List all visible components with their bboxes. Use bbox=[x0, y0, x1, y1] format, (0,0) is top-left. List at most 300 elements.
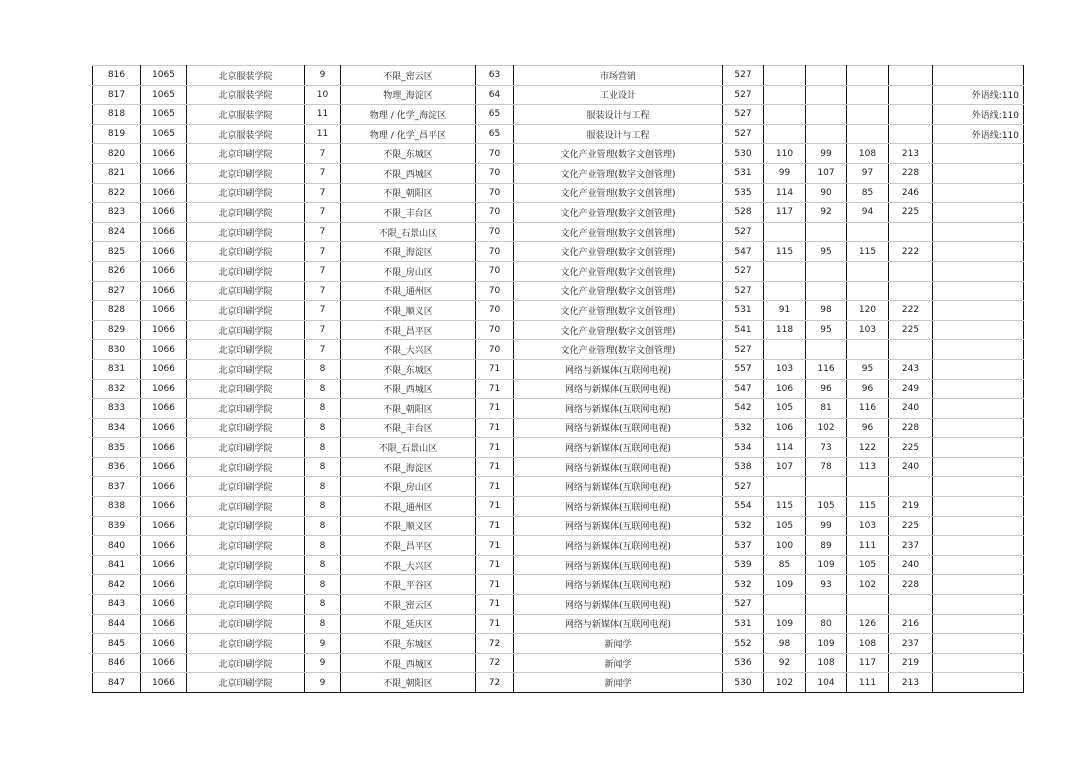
cell-note bbox=[933, 301, 1024, 321]
cell-score-english: 108 bbox=[847, 144, 889, 164]
table-row bbox=[93, 301, 1024, 321]
cell-major-name: 文化产业管理(数字文创管理) bbox=[514, 261, 723, 281]
cell-subject-district: 不限_海淀区 bbox=[341, 457, 476, 477]
cell-school-code: 1066 bbox=[141, 497, 187, 517]
cell-score-english: 94 bbox=[847, 203, 889, 223]
cell-score-english bbox=[847, 595, 889, 615]
cell-score-math: 99 bbox=[806, 516, 847, 536]
cell-min-score: 531 bbox=[723, 614, 764, 634]
cell-row-number: 823 bbox=[93, 203, 141, 223]
cell-school-code: 1066 bbox=[141, 614, 187, 634]
cell-min-score: 527 bbox=[723, 66, 764, 86]
table-row bbox=[93, 399, 1024, 419]
table-row bbox=[93, 281, 1024, 301]
cell-min-score: 532 bbox=[723, 418, 764, 438]
table-row bbox=[93, 359, 1024, 379]
cell-score-chinese: 109 bbox=[764, 614, 806, 634]
cell-group-number: 7 bbox=[305, 144, 341, 164]
cell-score-english: 85 bbox=[847, 183, 889, 203]
cell-score-combined: 222 bbox=[889, 301, 933, 321]
cell-school-code: 1066 bbox=[141, 555, 187, 575]
cell-score-english bbox=[847, 66, 889, 86]
cell-min-score: 531 bbox=[723, 301, 764, 321]
cell-school-name: 北京服装学院 bbox=[187, 66, 305, 86]
cell-major-code: 71 bbox=[476, 595, 514, 615]
cell-major-name: 新闻学 bbox=[514, 673, 723, 693]
cell-subject-district: 不限_丰台区 bbox=[341, 418, 476, 438]
cell-min-score: 557 bbox=[723, 359, 764, 379]
cell-score-math: 92 bbox=[806, 203, 847, 223]
cell-school-name: 北京印刷学院 bbox=[187, 261, 305, 281]
cell-note bbox=[933, 183, 1024, 203]
cell-major-code: 70 bbox=[476, 340, 514, 360]
cell-note bbox=[933, 163, 1024, 183]
cell-school-code: 1066 bbox=[141, 242, 187, 262]
cell-group-number: 7 bbox=[305, 281, 341, 301]
cell-subject-district: 不限_房山区 bbox=[341, 261, 476, 281]
cell-major-name: 文化产业管理(数字文创管理) bbox=[514, 340, 723, 360]
table-row bbox=[93, 261, 1024, 281]
cell-row-number: 829 bbox=[93, 320, 141, 340]
cell-row-number: 827 bbox=[93, 281, 141, 301]
cell-row-number: 841 bbox=[93, 555, 141, 575]
cell-school-code: 1065 bbox=[141, 124, 187, 144]
cell-major-name: 网络与新媒体(互联网电视) bbox=[514, 438, 723, 458]
cell-note bbox=[933, 379, 1024, 399]
cell-score-english bbox=[847, 222, 889, 242]
table-row bbox=[93, 242, 1024, 262]
cell-score-english: 126 bbox=[847, 614, 889, 634]
cell-min-score: 527 bbox=[723, 595, 764, 615]
cell-major-name: 新闻学 bbox=[514, 634, 723, 654]
cell-score-english: 103 bbox=[847, 320, 889, 340]
cell-score-chinese: 107 bbox=[764, 457, 806, 477]
cell-row-number: 832 bbox=[93, 379, 141, 399]
cell-score-combined: 240 bbox=[889, 457, 933, 477]
cell-score-english: 97 bbox=[847, 163, 889, 183]
cell-school-name: 北京印刷学院 bbox=[187, 497, 305, 517]
cell-score-chinese bbox=[764, 340, 806, 360]
cell-school-name: 北京服装学院 bbox=[187, 105, 305, 125]
table-row bbox=[93, 457, 1024, 477]
cell-score-math: 95 bbox=[806, 320, 847, 340]
cell-note bbox=[933, 320, 1024, 340]
cell-score-math: 81 bbox=[806, 399, 847, 419]
cell-min-score: 527 bbox=[723, 222, 764, 242]
cell-score-chinese bbox=[764, 281, 806, 301]
cell-major-name: 网络与新媒体(互联网电视) bbox=[514, 595, 723, 615]
cell-school-code: 1066 bbox=[141, 438, 187, 458]
cell-score-chinese bbox=[764, 595, 806, 615]
cell-score-combined: 222 bbox=[889, 242, 933, 262]
cell-score-english: 111 bbox=[847, 536, 889, 556]
cell-row-number: 831 bbox=[93, 359, 141, 379]
cell-row-number: 818 bbox=[93, 105, 141, 125]
table-row bbox=[93, 497, 1024, 517]
cell-score-combined: 243 bbox=[889, 359, 933, 379]
table-row bbox=[93, 183, 1024, 203]
cell-school-code: 1066 bbox=[141, 340, 187, 360]
cell-score-english: 116 bbox=[847, 399, 889, 419]
table-row bbox=[93, 320, 1024, 340]
cell-score-chinese: 114 bbox=[764, 183, 806, 203]
cell-score-english: 122 bbox=[847, 438, 889, 458]
cell-score-combined: 225 bbox=[889, 320, 933, 340]
cell-row-number: 836 bbox=[93, 457, 141, 477]
cell-score-chinese bbox=[764, 85, 806, 105]
cell-score-math: 98 bbox=[806, 301, 847, 321]
cell-min-score: 530 bbox=[723, 673, 764, 693]
cell-score-english bbox=[847, 477, 889, 497]
table-row bbox=[93, 163, 1024, 183]
cell-subject-district: 物理 / 化学_海淀区 bbox=[341, 105, 476, 125]
cell-major-name: 文化产业管理(数字文创管理) bbox=[514, 281, 723, 301]
cell-school-name: 北京印刷学院 bbox=[187, 516, 305, 536]
cell-row-number: 847 bbox=[93, 673, 141, 693]
cell-score-english: 105 bbox=[847, 555, 889, 575]
table-row bbox=[93, 575, 1024, 595]
table-row bbox=[93, 516, 1024, 536]
cell-note bbox=[933, 614, 1024, 634]
cell-note: 外语线:110 bbox=[933, 85, 1024, 105]
cell-score-math: 108 bbox=[806, 653, 847, 673]
cell-school-name: 北京印刷学院 bbox=[187, 399, 305, 419]
cell-score-chinese: 102 bbox=[764, 673, 806, 693]
cell-school-name: 北京印刷学院 bbox=[187, 379, 305, 399]
cell-school-code: 1066 bbox=[141, 595, 187, 615]
cell-subject-district: 不限_通州区 bbox=[341, 281, 476, 301]
cell-row-number: 838 bbox=[93, 497, 141, 517]
cell-score-chinese bbox=[764, 105, 806, 125]
cell-note bbox=[933, 418, 1024, 438]
cell-score-combined: 216 bbox=[889, 614, 933, 634]
cell-score-chinese: 109 bbox=[764, 575, 806, 595]
cell-min-score: 532 bbox=[723, 516, 764, 536]
cell-note bbox=[933, 497, 1024, 517]
cell-score-english: 102 bbox=[847, 575, 889, 595]
cell-score-english: 108 bbox=[847, 634, 889, 654]
cell-major-code: 71 bbox=[476, 497, 514, 517]
cell-school-code: 1066 bbox=[141, 673, 187, 693]
cell-score-english: 120 bbox=[847, 301, 889, 321]
cell-major-code: 71 bbox=[476, 379, 514, 399]
table-body bbox=[93, 66, 1024, 693]
cell-note bbox=[933, 144, 1024, 164]
cell-score-chinese: 114 bbox=[764, 438, 806, 458]
cell-note bbox=[933, 634, 1024, 654]
cell-min-score: 537 bbox=[723, 536, 764, 556]
cell-score-chinese: 91 bbox=[764, 301, 806, 321]
table-row bbox=[93, 340, 1024, 360]
cell-group-number: 7 bbox=[305, 163, 341, 183]
cell-row-number: 816 bbox=[93, 66, 141, 86]
cell-school-name: 北京印刷学院 bbox=[187, 359, 305, 379]
cell-min-score: 528 bbox=[723, 203, 764, 223]
cell-min-score: 552 bbox=[723, 634, 764, 654]
cell-major-code: 71 bbox=[476, 457, 514, 477]
cell-score-chinese: 105 bbox=[764, 399, 806, 419]
cell-major-code: 71 bbox=[476, 477, 514, 497]
cell-score-combined: 228 bbox=[889, 163, 933, 183]
cell-major-code: 71 bbox=[476, 399, 514, 419]
cell-group-number: 9 bbox=[305, 673, 341, 693]
cell-school-code: 1066 bbox=[141, 281, 187, 301]
cell-row-number: 830 bbox=[93, 340, 141, 360]
cell-row-number: 833 bbox=[93, 399, 141, 419]
cell-row-number: 828 bbox=[93, 301, 141, 321]
cell-min-score: 535 bbox=[723, 183, 764, 203]
cell-score-combined: 213 bbox=[889, 673, 933, 693]
table-row bbox=[93, 595, 1024, 615]
cell-major-code: 65 bbox=[476, 105, 514, 125]
cell-score-chinese bbox=[764, 477, 806, 497]
cell-subject-district: 不限_昌平区 bbox=[341, 536, 476, 556]
cell-row-number: 826 bbox=[93, 261, 141, 281]
cell-score-chinese: 99 bbox=[764, 163, 806, 183]
cell-score-math: 95 bbox=[806, 242, 847, 262]
cell-major-code: 70 bbox=[476, 183, 514, 203]
cell-score-chinese bbox=[764, 124, 806, 144]
cell-score-english: 96 bbox=[847, 418, 889, 438]
cell-score-math: 109 bbox=[806, 555, 847, 575]
cell-min-score: 527 bbox=[723, 340, 764, 360]
table-row bbox=[93, 418, 1024, 438]
cell-score-math bbox=[806, 124, 847, 144]
cell-group-number: 9 bbox=[305, 634, 341, 654]
cell-major-code: 64 bbox=[476, 85, 514, 105]
table-row bbox=[93, 66, 1024, 86]
cell-major-code: 71 bbox=[476, 575, 514, 595]
cell-subject-district: 不限_密云区 bbox=[341, 595, 476, 615]
cell-row-number: 819 bbox=[93, 124, 141, 144]
table-row bbox=[93, 85, 1024, 105]
cell-row-number: 820 bbox=[93, 144, 141, 164]
cell-school-name: 北京印刷学院 bbox=[187, 320, 305, 340]
cell-subject-district: 不限_朝阳区 bbox=[341, 183, 476, 203]
cell-note bbox=[933, 438, 1024, 458]
cell-score-english: 113 bbox=[847, 457, 889, 477]
cell-score-math: 104 bbox=[806, 673, 847, 693]
cell-subject-district: 不限_石景山区 bbox=[341, 438, 476, 458]
cell-score-chinese: 106 bbox=[764, 418, 806, 438]
table-row bbox=[93, 477, 1024, 497]
cell-group-number: 11 bbox=[305, 105, 341, 125]
cell-score-math: 73 bbox=[806, 438, 847, 458]
cell-major-name: 网络与新媒体(互联网电视) bbox=[514, 536, 723, 556]
cell-score-combined bbox=[889, 477, 933, 497]
cell-major-code: 63 bbox=[476, 66, 514, 86]
cell-major-code: 70 bbox=[476, 222, 514, 242]
cell-score-math bbox=[806, 85, 847, 105]
cell-subject-district: 不限_朝阳区 bbox=[341, 673, 476, 693]
cell-score-math bbox=[806, 595, 847, 615]
cell-group-number: 7 bbox=[305, 183, 341, 203]
cell-note bbox=[933, 457, 1024, 477]
cell-note bbox=[933, 516, 1024, 536]
cell-subject-district: 不限_石景山区 bbox=[341, 222, 476, 242]
cell-major-code: 71 bbox=[476, 418, 514, 438]
cell-school-name: 北京印刷学院 bbox=[187, 536, 305, 556]
cell-school-name: 北京印刷学院 bbox=[187, 144, 305, 164]
cell-subject-district: 不限_海淀区 bbox=[341, 242, 476, 262]
cell-group-number: 8 bbox=[305, 595, 341, 615]
cell-score-combined bbox=[889, 222, 933, 242]
cell-score-combined: 237 bbox=[889, 634, 933, 654]
cell-group-number: 10 bbox=[305, 85, 341, 105]
cell-major-code: 70 bbox=[476, 320, 514, 340]
cell-score-english bbox=[847, 281, 889, 301]
cell-score-chinese: 92 bbox=[764, 653, 806, 673]
cell-group-number: 7 bbox=[305, 222, 341, 242]
cell-score-english: 103 bbox=[847, 516, 889, 536]
cell-min-score: 532 bbox=[723, 575, 764, 595]
cell-score-math: 116 bbox=[806, 359, 847, 379]
cell-row-number: 839 bbox=[93, 516, 141, 536]
cell-score-english: 115 bbox=[847, 242, 889, 262]
cell-school-name: 北京印刷学院 bbox=[187, 340, 305, 360]
cell-major-code: 71 bbox=[476, 536, 514, 556]
cell-school-code: 1066 bbox=[141, 399, 187, 419]
cell-school-name: 北京印刷学院 bbox=[187, 477, 305, 497]
cell-row-number: 846 bbox=[93, 653, 141, 673]
cell-school-code: 1066 bbox=[141, 163, 187, 183]
table-row bbox=[93, 536, 1024, 556]
cell-major-name: 网络与新媒体(互联网电视) bbox=[514, 457, 723, 477]
cell-school-code: 1066 bbox=[141, 222, 187, 242]
cell-min-score: 527 bbox=[723, 124, 764, 144]
cell-group-number: 7 bbox=[305, 203, 341, 223]
cell-score-math: 89 bbox=[806, 536, 847, 556]
cell-subject-district: 不限_大兴区 bbox=[341, 340, 476, 360]
cell-school-name: 北京服装学院 bbox=[187, 124, 305, 144]
cell-major-code: 70 bbox=[476, 281, 514, 301]
cell-school-name: 北京印刷学院 bbox=[187, 653, 305, 673]
cell-min-score: 527 bbox=[723, 85, 764, 105]
cell-group-number: 7 bbox=[305, 261, 341, 281]
cell-score-english bbox=[847, 124, 889, 144]
cell-group-number: 7 bbox=[305, 340, 341, 360]
table-row bbox=[93, 144, 1024, 164]
cell-major-name: 文化产业管理(数字文创管理) bbox=[514, 320, 723, 340]
cell-min-score: 542 bbox=[723, 399, 764, 419]
cell-score-combined: 219 bbox=[889, 653, 933, 673]
cell-major-name: 网络与新媒体(互联网电视) bbox=[514, 399, 723, 419]
data-table bbox=[92, 65, 1024, 693]
cell-subject-district: 不限_房山区 bbox=[341, 477, 476, 497]
cell-subject-district: 不限_大兴区 bbox=[341, 555, 476, 575]
cell-subject-district: 不限_顺义区 bbox=[341, 301, 476, 321]
cell-subject-district: 不限_丰台区 bbox=[341, 203, 476, 223]
table-row bbox=[93, 653, 1024, 673]
table-row bbox=[93, 614, 1024, 634]
cell-score-english bbox=[847, 105, 889, 125]
cell-note: 外语线:110 bbox=[933, 124, 1024, 144]
cell-subject-district: 不限_西城区 bbox=[341, 653, 476, 673]
cell-note bbox=[933, 555, 1024, 575]
cell-min-score: 538 bbox=[723, 457, 764, 477]
table-row bbox=[93, 555, 1024, 575]
cell-major-name: 市场营销 bbox=[514, 66, 723, 86]
cell-note bbox=[933, 653, 1024, 673]
cell-score-english: 96 bbox=[847, 379, 889, 399]
cell-min-score: 539 bbox=[723, 555, 764, 575]
cell-min-score: 530 bbox=[723, 144, 764, 164]
table-row bbox=[93, 203, 1024, 223]
cell-group-number: 8 bbox=[305, 536, 341, 556]
cell-score-combined: 219 bbox=[889, 497, 933, 517]
cell-row-number: 834 bbox=[93, 418, 141, 438]
cell-score-math: 90 bbox=[806, 183, 847, 203]
cell-major-code: 72 bbox=[476, 653, 514, 673]
cell-score-chinese bbox=[764, 66, 806, 86]
cell-major-code: 71 bbox=[476, 555, 514, 575]
cell-school-code: 1066 bbox=[141, 301, 187, 321]
cell-row-number: 844 bbox=[93, 614, 141, 634]
cell-score-chinese: 118 bbox=[764, 320, 806, 340]
cell-school-code: 1066 bbox=[141, 261, 187, 281]
table-row bbox=[93, 438, 1024, 458]
cell-school-code: 1066 bbox=[141, 477, 187, 497]
cell-score-combined bbox=[889, 124, 933, 144]
cell-note bbox=[933, 242, 1024, 262]
cell-note bbox=[933, 477, 1024, 497]
cell-score-combined: 240 bbox=[889, 399, 933, 419]
cell-subject-district: 不限_平谷区 bbox=[341, 575, 476, 595]
cell-score-math: 80 bbox=[806, 614, 847, 634]
cell-major-code: 70 bbox=[476, 301, 514, 321]
cell-score-math bbox=[806, 340, 847, 360]
cell-score-combined: 225 bbox=[889, 203, 933, 223]
cell-score-chinese: 85 bbox=[764, 555, 806, 575]
cell-group-number: 8 bbox=[305, 497, 341, 517]
cell-note: 外语线:110 bbox=[933, 105, 1024, 125]
cell-note bbox=[933, 261, 1024, 281]
cell-row-number: 825 bbox=[93, 242, 141, 262]
cell-subject-district: 不限_东城区 bbox=[341, 359, 476, 379]
cell-group-number: 7 bbox=[305, 301, 341, 321]
cell-group-number: 11 bbox=[305, 124, 341, 144]
cell-school-name: 北京印刷学院 bbox=[187, 555, 305, 575]
cell-school-code: 1066 bbox=[141, 536, 187, 556]
cell-min-score: 527 bbox=[723, 261, 764, 281]
cell-score-math bbox=[806, 222, 847, 242]
cell-min-score: 541 bbox=[723, 320, 764, 340]
cell-score-combined: 213 bbox=[889, 144, 933, 164]
cell-group-number: 8 bbox=[305, 555, 341, 575]
cell-school-code: 1066 bbox=[141, 203, 187, 223]
cell-major-name: 文化产业管理(数字文创管理) bbox=[514, 183, 723, 203]
cell-group-number: 7 bbox=[305, 320, 341, 340]
cell-min-score: 527 bbox=[723, 477, 764, 497]
cell-subject-district: 不限_东城区 bbox=[341, 144, 476, 164]
cell-school-code: 1065 bbox=[141, 85, 187, 105]
cell-score-combined: 249 bbox=[889, 379, 933, 399]
cell-group-number: 8 bbox=[305, 438, 341, 458]
cell-note bbox=[933, 359, 1024, 379]
cell-group-number: 9 bbox=[305, 653, 341, 673]
cell-school-code: 1066 bbox=[141, 144, 187, 164]
cell-min-score: 531 bbox=[723, 163, 764, 183]
cell-score-combined bbox=[889, 261, 933, 281]
cell-school-name: 北京印刷学院 bbox=[187, 595, 305, 615]
table-row bbox=[93, 634, 1024, 654]
cell-score-math: 105 bbox=[806, 497, 847, 517]
cell-school-name: 北京印刷学院 bbox=[187, 163, 305, 183]
cell-major-code: 72 bbox=[476, 634, 514, 654]
cell-school-code: 1065 bbox=[141, 105, 187, 125]
cell-subject-district: 不限_通州区 bbox=[341, 497, 476, 517]
cell-school-name: 北京印刷学院 bbox=[187, 183, 305, 203]
